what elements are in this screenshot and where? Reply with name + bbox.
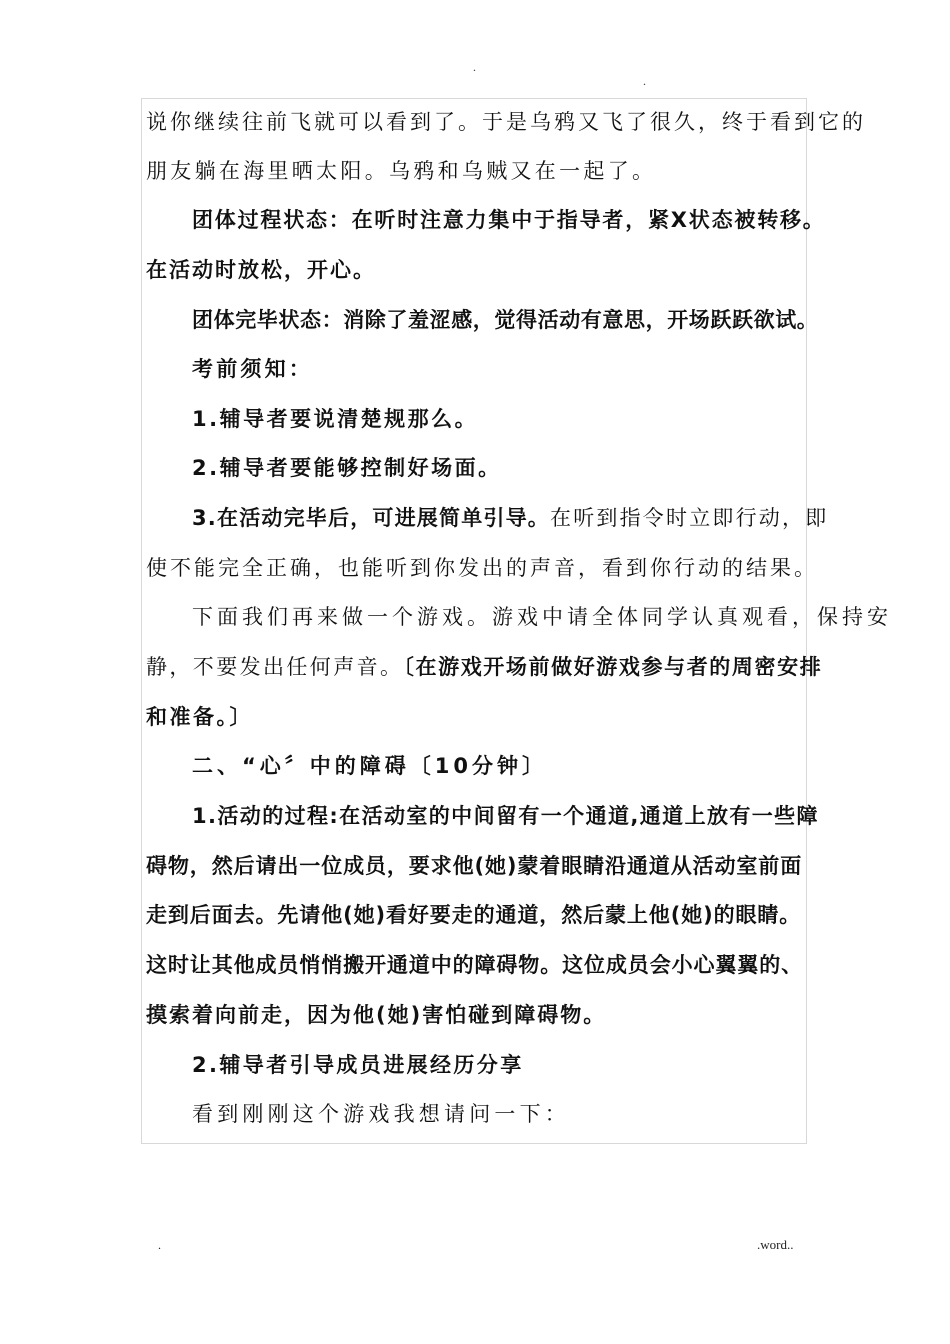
footer-dot: . [158,1238,161,1252]
paragraph-line [146,652,822,682]
bold-segment: 3.在活动完毕后，可进展简单引导。 [192,506,550,530]
footer-word-mark: .word.. [757,1237,794,1252]
normal-segment: 静，不要发出任何声音。 [146,655,404,679]
paragraph-line: 朋友躺在海里晒太阳。乌鸦和乌贼又在一起了。 [146,159,657,183]
paragraph-line: 下面我们再来做一个游戏。游戏中请全体同学认真观看，保持安 [192,605,892,629]
paragraph-line: 1.活动的过程:在活动室的中间留有一个通道,通道上放有一些障 [192,804,819,828]
paragraph-line: 团体过程状态：在听时注意力集中于指导者，紧X状态被转移。 [192,208,826,232]
paragraph-line: 看到刚刚这个游戏我想请问一下： [192,1102,570,1126]
paragraph-line: 1.辅导者要说清楚规那么。 [192,407,479,431]
paragraph-line: 团体完毕状态：消除了羞涩感，觉得活动有意思，开场跃跃欲试。 [192,308,819,332]
paragraph-line: 和准备。〕 [146,705,253,729]
paragraph-line [192,503,828,533]
paragraph-line: 说你继续往前飞就可以看到了。于是乌鸦又飞了很久，终于看到它的 [146,110,866,134]
bold-segment: 〔在游戏开场前做好游戏参与者的周密安排 [403,655,823,679]
paragraph-line: 2.辅导者要能够控制好场面。 [192,456,502,480]
paragraph-line: 摸索着向前走，因为他(她)害怕碰到障碍物。 [146,1003,607,1027]
paragraph-line: 使不能完全正确，也能听到你发出的声音，看到你行动的结果。 [146,556,818,580]
header-dot-right: . [643,74,646,88]
paragraph-line: 考前须知： [192,357,313,381]
header-dot-left: . [473,60,476,74]
section-heading: 二、“心〞中的障碍〔10分钟〕 [192,754,548,778]
paragraph-line: 这时让其他成员悄悄搬开通道中的障碍物。这位成员会小心翼翼的、 [146,953,803,977]
paragraph-line: 在活动时放松，开心。 [146,258,376,282]
paragraph-line: 2.辅导者引导成员进展经历分享 [192,1053,524,1077]
normal-segment: 在听到指令时立即行动，即 [550,506,829,530]
paragraph-line: 走到后面去。先请他(她)看好要走的通道，然后蒙上他(她)的眼睛。 [146,903,802,927]
paragraph-line: 碍物，然后请出一位成员，要求他(她)蒙着眼睛沿通道从活动室前面 [146,854,803,878]
